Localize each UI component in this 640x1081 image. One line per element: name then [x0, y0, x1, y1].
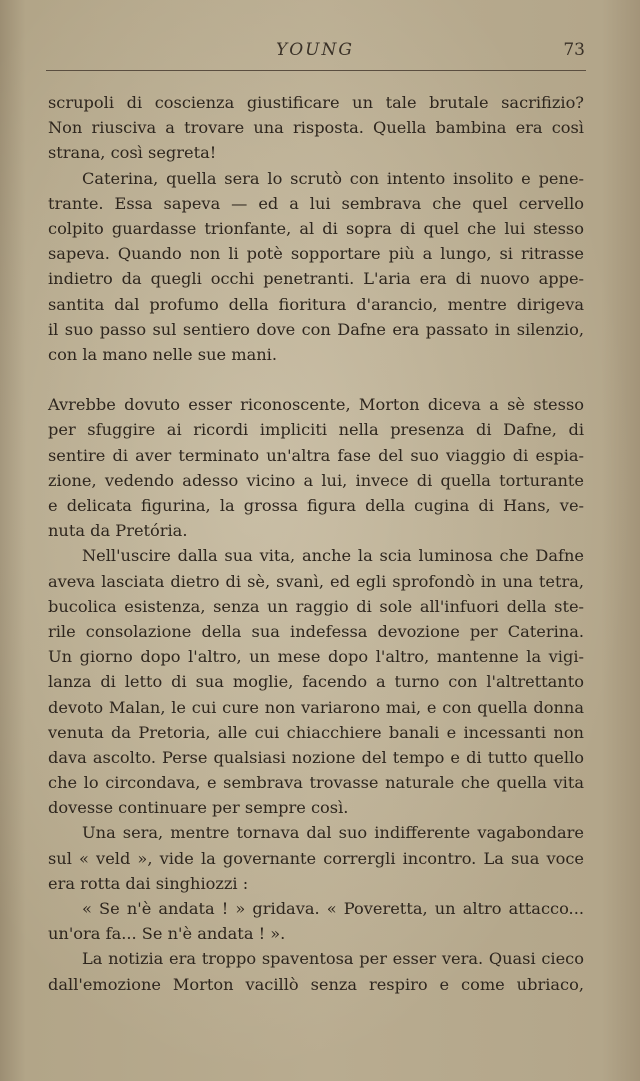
- text-line: zione, vedendo adesso vicino a lui, invece di quella torturante: [48, 470, 584, 490]
- text-line: un'ora fa... Se n'è andata ! ».: [48, 924, 286, 944]
- page-number: 73: [563, 40, 585, 60]
- paragraph: [48, 820, 584, 896]
- text-line: Caterina, quella sera lo scrutò con intento insolito e pene-: [82, 168, 584, 188]
- text-line: e delicata figurina, la grossa figura della cugina di Hans, ve-: [48, 496, 584, 515]
- text-line: sentire di aver terminato un'altra fase del suo viaggio di espia-: [48, 445, 584, 465]
- text-line: era rotta dai singhiozzi :: [48, 873, 249, 893]
- text-line: il suo passo sul sentiero dove con Dafne era passato in silenzio,: [48, 319, 584, 339]
- running-head-title: YOUNG: [276, 40, 354, 60]
- text-line: indietro da quegli occhi penetranti. L'aria era di nuovo appe-: [48, 269, 584, 289]
- section-break: [48, 367, 584, 392]
- text-line: santita dal profumo della fioritura d'arancio, mentre dirigeva: [48, 294, 584, 314]
- text-line: con la mano nelle sue mani.: [48, 344, 277, 364]
- text-line: Una sera, mentre tornava dal suo indifferente vagabondare: [82, 823, 584, 843]
- text-line: bucolica esistenza, senza un raggio di sole all'infuori della ste-: [48, 596, 584, 616]
- text-line: trante. Essa sapeva — ed a lui sembrava che quel cervello: [48, 193, 584, 213]
- paragraph: [48, 543, 584, 820]
- text-line: aveva lasciata dietro di sè, svanì, ed egli sprofondò in una tetra,: [48, 571, 584, 591]
- running-head: [0, 36, 640, 66]
- text-line: venuta da Pretoria, alle cui chiacchiere banali e incessanti non: [48, 722, 584, 742]
- text-line: Nell'uscire dalla sua vita, anche la scia luminosa che Dafne: [82, 546, 584, 566]
- text-line: Avrebbe dovuto esser riconoscente, Morton diceva a sè stesso: [48, 395, 584, 415]
- paragraph: [48, 896, 584, 946]
- text-line: Non riusciva a trovare una risposta. Quella bambina era così: [48, 118, 584, 138]
- text-line: rile consolazione della sua indefessa devozione per Caterina.: [48, 621, 584, 641]
- paragraph: [48, 946, 584, 996]
- text-line: dall'emozione Morton vacillò senza respiro e come ubriaco,: [48, 974, 584, 994]
- text-line: colpito guardasse trionfante, al di sopra di quel che lui stesso: [48, 218, 584, 238]
- text-line: scrupoli di coscienza giustificare un tale brutale sacrifizio?: [48, 93, 584, 112]
- text-line: La notizia era troppo spaventosa per esser vera. Quasi cieco: [82, 949, 584, 969]
- text-line: che lo circondava, e sembrava trovasse naturale che quella vita: [48, 773, 584, 793]
- text-line: per sfuggire ai ricordi impliciti nella presenza di Dafne, di: [48, 420, 584, 440]
- text-line: dovesse continuare per sempre così.: [48, 798, 349, 818]
- text-line: strana, così segreta!: [48, 143, 217, 163]
- text-line: « Se n'è andata ! » gridava. « Poveretta, un altro attacco...: [82, 899, 584, 918]
- paragraph: [48, 392, 584, 543]
- text-line: dava ascolto. Perse qualsiasi nozione del tempo e di tutto quello: [48, 747, 584, 767]
- text-line: devoto Malan, le cui cure non variarono mai, e con quella donna: [48, 697, 584, 717]
- paragraph: [48, 90, 584, 166]
- text-line: sul « veld », vide la governante corrergli incontro. La sua voce: [48, 848, 584, 868]
- text-line: nuta da Pretória.: [48, 521, 188, 541]
- text-line: sapeva. Quando non li potè sopportare più a lungo, si ritrasse: [48, 244, 584, 264]
- paragraph: [48, 166, 584, 368]
- body-text: [48, 90, 584, 997]
- text-line: lanza di letto di sua moglie, facendo a turno con l'altrettanto: [48, 672, 584, 692]
- text-line: Un giorno dopo l'altro, un mese dopo l'altro, mantenne la vigi-: [48, 647, 584, 667]
- header-rule: [46, 70, 586, 71]
